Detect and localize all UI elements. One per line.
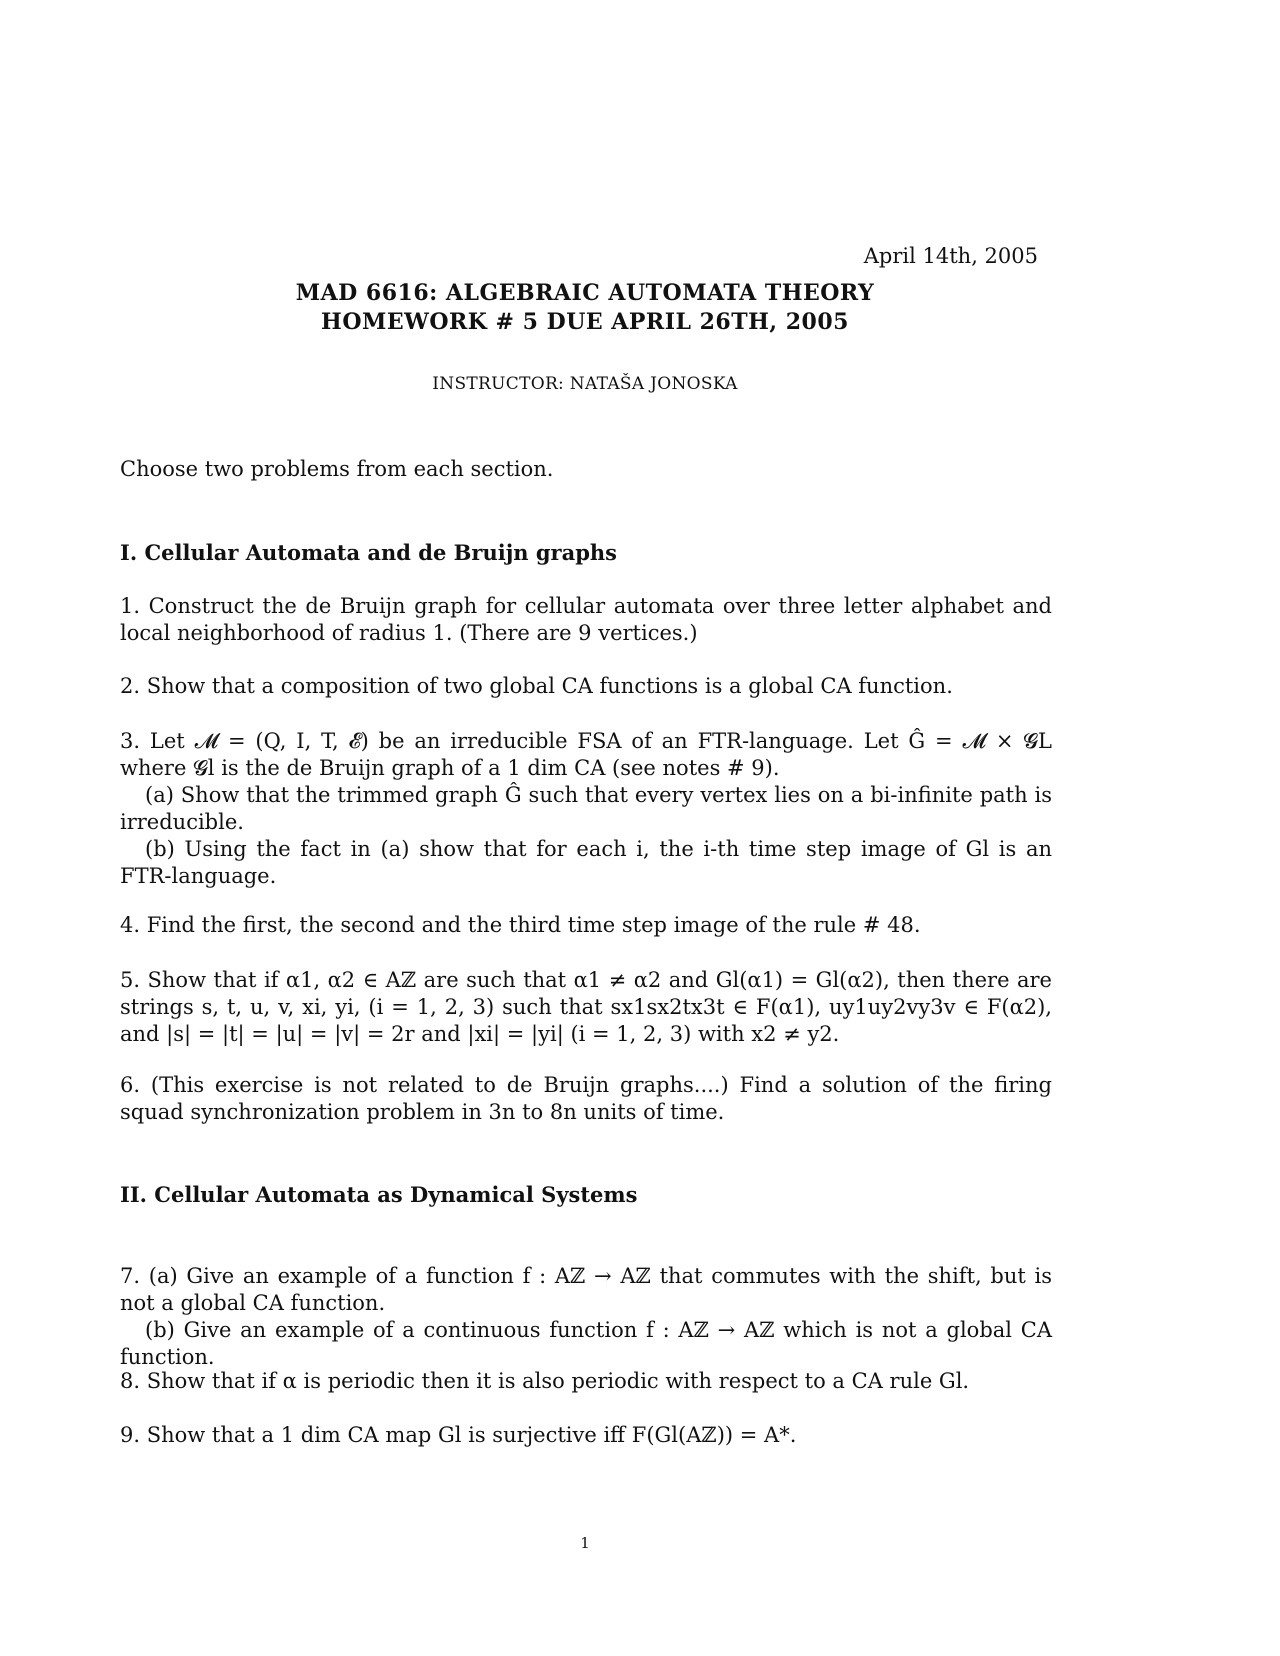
homework-title: HOMEWORK # 5 DUE APRIL 26TH, 2005 (321, 309, 849, 335)
problem-1: 1. Construct the de Bruijn graph for cellular automata over three letter alphabet and local neighborhood of radius 1. (There are 9 vertices.) (120, 594, 1052, 645)
problem-3b: (b) Using the fact in (a) show that for each i, the i-th time step image of Gl is an FTR-language. (120, 837, 1052, 888)
page-number: 1 (580, 1534, 590, 1552)
problem-2: 2. Show that a composition of two global CA functions is a global CA function. (120, 674, 953, 698)
problem-3: 3. Let 𝓜 = (Q, I, T, 𝓔) be an irreducible FSA of an FTR-language. Let Ĝ = 𝓜 × 𝓖L where 𝓖l is the de Bruijn graph of a 1 dim CA (see notes # 9). (a) Show that the trimmed graph Ĝ such that every vertex lies on a bi-infinite path is irreducible. (b) Using the fact in (a) show that for each i, the i-th time step image of Gl is an FTR-language. (120, 729, 1052, 888)
problem-9: 9. Show that a 1 dim CA map Gl is surjective iff F(Gl(Aℤ)) = A*. (120, 1423, 797, 1447)
problem-8: 8. Show that if α is periodic then it is also periodic with respect to a CA rule Gl. (120, 1369, 970, 1393)
problem-6: 6. (This exercise is not related to de Bruijn graphs....) Find a solution of the firing squad synchronization problem in 3n to 8n units of time. (120, 1073, 1052, 1124)
document-date: April 14th, 2005 (863, 244, 1038, 268)
section-1-heading: I. Cellular Automata and de Bruijn graphs (120, 540, 618, 565)
problem-7: 7. (a) Give an example of a function f : Aℤ → Aℤ that commutes with the shift, but is not a global CA function. (b) Give an example of a continuous function f : Aℤ → Aℤ which is not a global CA function. (120, 1264, 1052, 1369)
problem-5: 5. Show that if α1, α2 ∈ Aℤ are such that α1 ≠ α2 and Gl(α1) = Gl(α2), then there are strings s, t, u, v, xi, yi, (i = 1, 2, 3) such that sx1sx2tx3t ∈ F(α1), uy1uy2vy3v ∈ F(α2), and |s| = |t| = |u| = |v| = 2r and |xi| = |yi| (i = 1, 2, 3) with x2 ≠ y2. (120, 968, 1052, 1046)
section-2-heading: II. Cellular Automata as Dynamical Systems (120, 1182, 638, 1207)
problem-7b: (b) Give an example of a continuous function f : Aℤ → Aℤ which is not a global CA function. (120, 1318, 1052, 1369)
problem-4: 4. Find the first, the second and the third time step image of the rule # 48. (120, 913, 921, 937)
problem-3a: (a) Show that the trimmed graph Ĝ such that every vertex lies on a bi-infinite path is irreducible. (120, 783, 1052, 834)
instructor-line: INSTRUCTOR: NATAŠA JONOSKA (432, 374, 738, 394)
intro-text: Choose two problems from each section. (120, 457, 554, 481)
course-title: MAD 6616: ALGEBRAIC AUTOMATA THEORY (295, 280, 875, 306)
